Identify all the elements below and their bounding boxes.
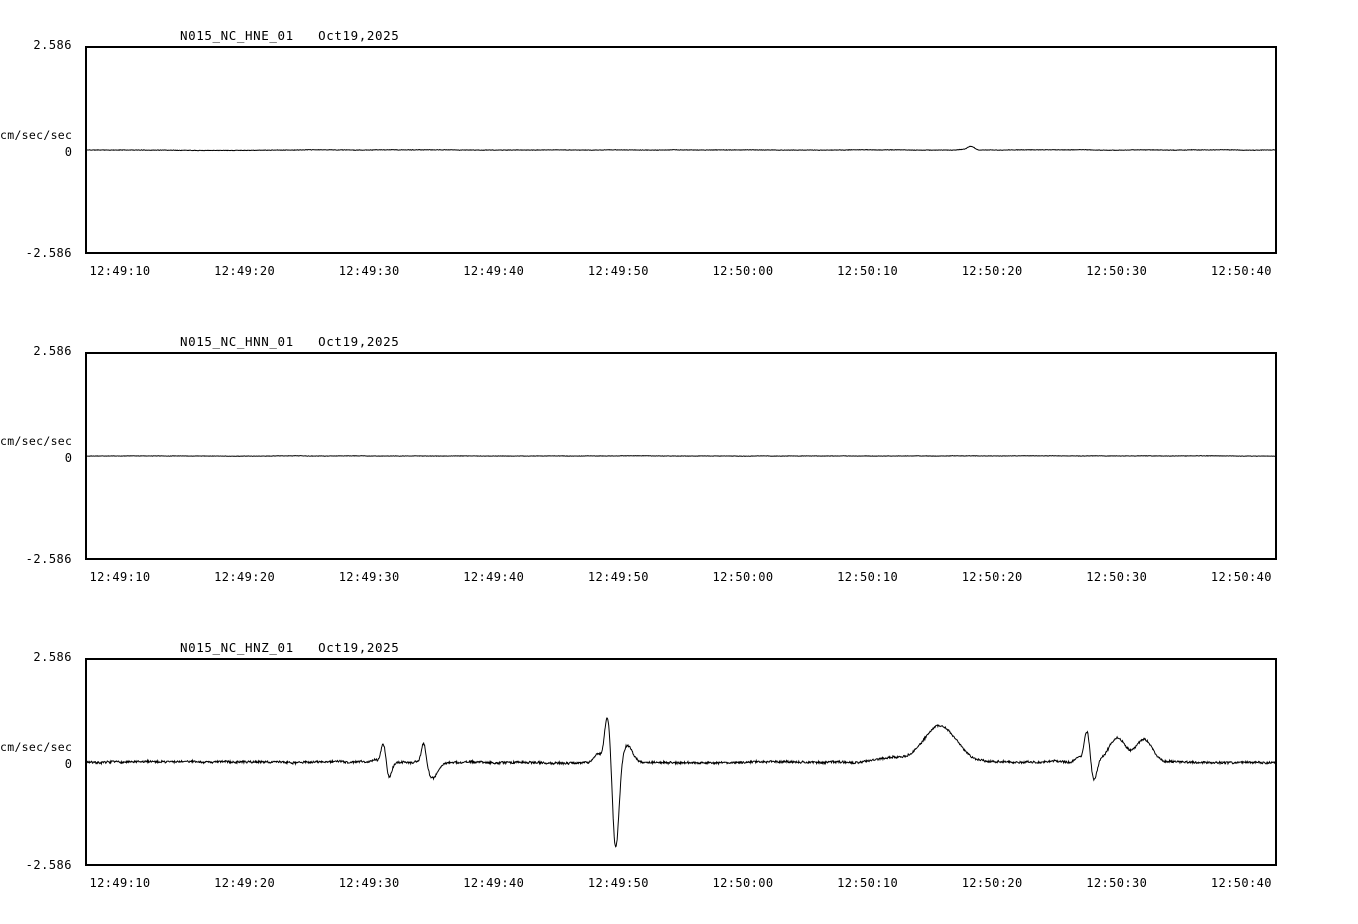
x-axis-tick-label: 12:49:50	[587, 264, 649, 278]
x-axis-tick-label: 12:49:40	[463, 876, 525, 890]
y-axis-min-label: -2.586	[25, 858, 72, 872]
x-axis-tick-label: 12:49:20	[214, 264, 276, 278]
x-axis-tick-label: 12:50:00	[712, 264, 774, 278]
y-axis-max-label: 2.586	[33, 38, 72, 52]
x-axis-tick-label: 12:49:20	[214, 570, 276, 584]
y-axis-units-label: cm/sec/sec	[0, 740, 73, 754]
x-axis	[85, 872, 1277, 896]
x-axis	[85, 566, 1277, 590]
x-axis-tick-label: 12:49:40	[463, 570, 525, 584]
waveform-panel-hnn	[0, 316, 1358, 596]
x-axis-tick-label: 12:50:20	[961, 264, 1023, 278]
x-axis-tick-label: 12:50:20	[961, 876, 1023, 890]
x-axis-tick-label: 12:49:30	[338, 264, 400, 278]
x-axis-tick-label: 12:49:10	[89, 264, 151, 278]
y-axis-zero-label: 0	[64, 757, 72, 771]
x-axis-tick-label: 12:50:30	[1086, 570, 1148, 584]
x-axis-tick-label: 12:49:10	[89, 570, 151, 584]
x-axis-tick-label: 12:49:20	[214, 876, 276, 890]
x-axis	[85, 260, 1277, 284]
y-axis-min-label: -2.586	[25, 552, 72, 566]
x-axis-tick-label: 12:50:40	[1210, 264, 1272, 278]
y-axis-zero-label: 0	[64, 451, 72, 465]
x-axis-tick-label: 12:50:40	[1210, 570, 1272, 584]
waveform-trace	[87, 48, 1275, 252]
channel-title: N015_NC_HNZ_01 Oct19,2025	[180, 640, 400, 655]
x-axis-tick-label: 12:49:40	[463, 264, 525, 278]
x-axis-tick-label: 12:50:00	[712, 570, 774, 584]
channel-title: N015_NC_HNN_01 Oct19,2025	[180, 334, 400, 349]
x-axis-tick-label: 12:49:30	[338, 876, 400, 890]
waveform-trace	[87, 660, 1275, 864]
x-axis-tick-label: 12:50:30	[1086, 264, 1148, 278]
x-axis-tick-label: 12:49:30	[338, 570, 400, 584]
y-axis-max-label: 2.586	[33, 650, 72, 664]
x-axis-tick-label: 12:50:40	[1210, 876, 1272, 890]
x-axis-tick-label: 12:50:20	[961, 570, 1023, 584]
waveform-panel-hnz	[0, 622, 1358, 902]
y-axis-max-label: 2.586	[33, 344, 72, 358]
x-axis-tick-label: 12:49:10	[89, 876, 151, 890]
plot-area	[85, 46, 1277, 254]
x-axis-tick-label: 12:49:50	[587, 570, 649, 584]
x-axis-tick-label: 12:49:50	[587, 876, 649, 890]
y-axis-min-label: -2.586	[25, 246, 72, 260]
waveform-panel-hne	[0, 10, 1358, 290]
y-axis-units-label: cm/sec/sec	[0, 434, 73, 448]
y-axis-zero-label: 0	[64, 145, 72, 159]
waveform-trace	[87, 354, 1275, 558]
plot-area	[85, 352, 1277, 560]
x-axis-tick-label: 12:50:10	[837, 876, 899, 890]
x-axis-tick-label: 12:50:10	[837, 570, 899, 584]
x-axis-tick-label: 12:50:30	[1086, 876, 1148, 890]
y-axis-units-label: cm/sec/sec	[0, 128, 73, 142]
x-axis-tick-label: 12:50:10	[837, 264, 899, 278]
x-axis-tick-label: 12:50:00	[712, 876, 774, 890]
plot-area	[85, 658, 1277, 866]
channel-title: N015_NC_HNE_01 Oct19,2025	[180, 28, 400, 43]
